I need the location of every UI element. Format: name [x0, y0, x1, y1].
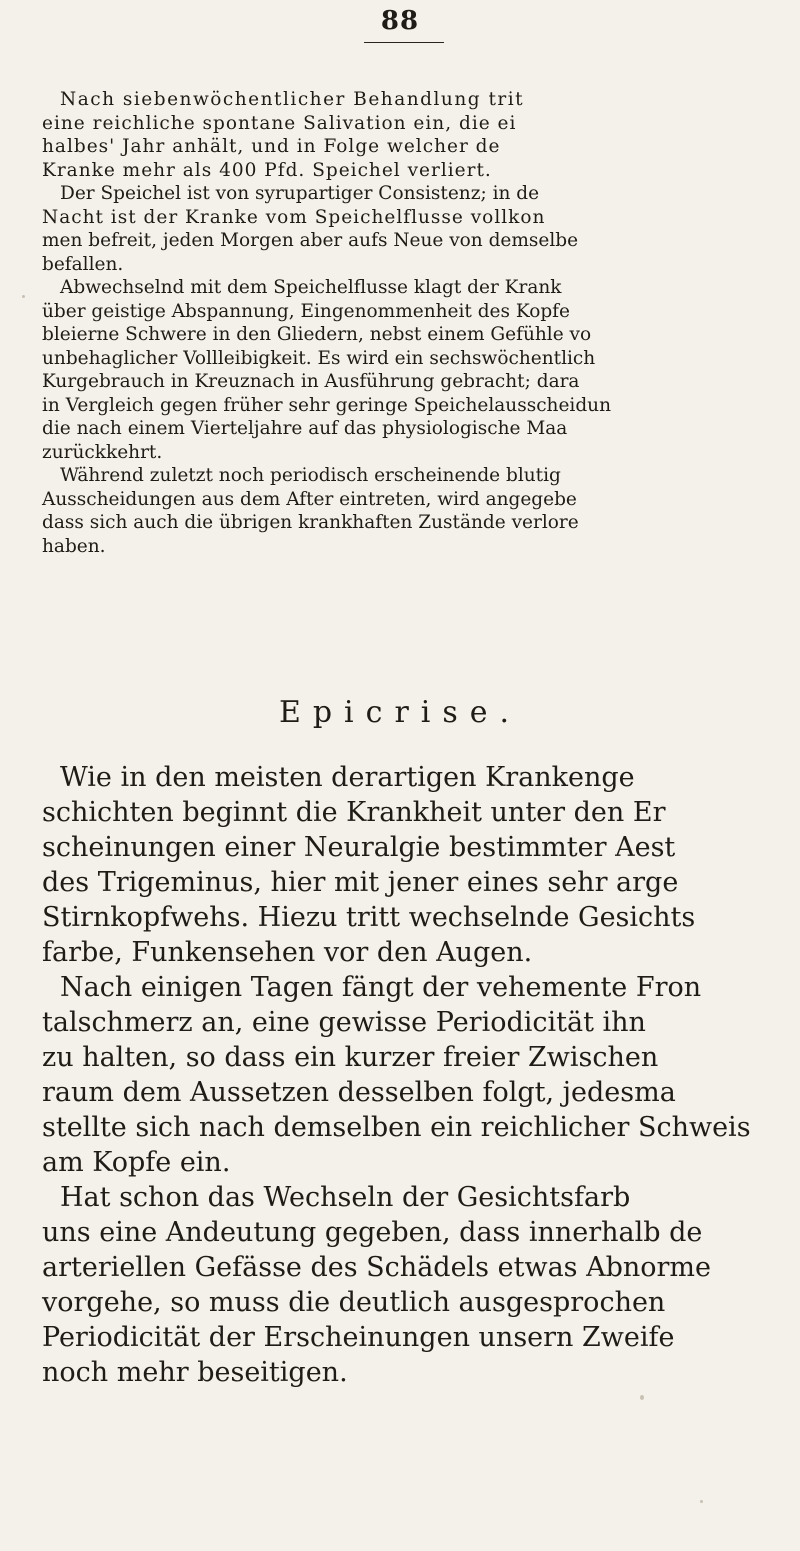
text-line: am Kopfe ein.: [42, 1147, 231, 1178]
text-line: die nach einem Vierteljahre auf das physiologische Maa: [42, 418, 568, 439]
text-line: Hat schon das Wechseln der Gesichtsfarb: [60, 1182, 631, 1213]
page-number: 88: [380, 6, 420, 36]
text-line: über geistige Abspannung, Eingenommenheit des Kopfe: [42, 300, 570, 322]
paper-speck: [640, 1395, 644, 1400]
text-line: Abwechselnd mit dem Speichelflusse klagt der Krank: [60, 277, 562, 298]
text-line: unbehaglicher Vollleibigkeit. Es wird ein sechswöchentlich: [42, 347, 596, 369]
text-line: des Trigeminus, hier mit jener eines sehr arge: [42, 867, 679, 898]
case-report-text: [42, 88, 782, 558]
text-line: dass sich auch die übrigen krankhaften Zustände verlore: [42, 512, 579, 533]
section-heading-epicrise: Epicrise.: [278, 695, 522, 730]
text-line: Nacht ist der Kranke vom Speichelflusse vollkon: [42, 206, 546, 228]
text-line: zu halten, so dass ein kurzer freier Zwischen: [42, 1042, 659, 1073]
text-line: men befreit, jeden Morgen aber aufs Neue von demselbe: [42, 230, 579, 251]
paper-speck: [700, 1500, 703, 1503]
text-line: befallen.: [42, 253, 124, 275]
text-line: Stirnkopfwehs. Hiezu tritt wechselnde Gesichts: [42, 902, 696, 933]
paragraph-periodicity: [42, 970, 800, 1180]
paragraph-treatment-result: [42, 88, 782, 182]
text-line: in Vergleich gegen früher sehr geringe Speichelausscheidun: [42, 394, 612, 416]
text-line: scheinungen einer Neuralgie bestimmter Aest: [42, 832, 676, 863]
text-line: Periodicität der Erscheinungen unsern Zweife: [42, 1322, 675, 1353]
text-line: Ausscheidungen aus dem After eintreten, wird angegebe: [42, 488, 577, 510]
text-line: eine reichliche spontane Salivation ein, die ei: [42, 112, 517, 134]
paper-speck: [22, 295, 25, 298]
text-line: schichten beginnt die Krankheit unter den Er: [42, 797, 666, 828]
epicrise-text: [42, 760, 800, 1390]
text-line: uns eine Andeutung gegeben, dass innerhalb de: [42, 1217, 703, 1248]
text-line: haben.: [42, 535, 106, 557]
text-line: vorgehe, so muss die deutlich ausgesprochen: [42, 1287, 666, 1318]
text-line: halbes' Jahr anhält, und in Folge welcher de: [42, 136, 501, 157]
text-line: Nach einigen Tagen fängt der vehemente Fron: [60, 972, 702, 1003]
text-line: talschmerz an, eine gewisse Periodicität ihn: [42, 1007, 646, 1038]
paragraph-final-state: [42, 464, 782, 558]
text-line: Während zuletzt noch periodisch erscheinende blutig: [60, 465, 561, 486]
text-line: farbe, Funkensehen vor den Augen.: [42, 937, 533, 968]
text-line: Nach siebenwöchentlicher Behandlung trit: [60, 89, 525, 110]
text-line: Kurgebrauch in Kreuznach in Ausführung gebracht; dara: [42, 371, 580, 392]
text-line: raum dem Aussetzen desselben folgt, jedesma: [42, 1077, 676, 1108]
paragraph-saliva-consistency: [42, 182, 782, 276]
paragraph-symptoms-kreuznach: [42, 276, 782, 464]
paragraph-conclusion: [42, 1180, 800, 1390]
text-line: stellte sich nach demselben ein reichlicher Schweis: [42, 1112, 751, 1143]
page-number-rule: [364, 42, 444, 43]
text-line: Kranke mehr als 400 Pfd. Speichel verliert.: [42, 159, 492, 181]
text-line: Der Speichel ist von syrupartiger Consistenz; in de: [60, 183, 540, 204]
paragraph-onset: [42, 760, 800, 970]
text-line: zurückkehrt.: [42, 441, 163, 463]
text-line: Wie in den meisten derartigen Krankenge: [60, 762, 635, 793]
text-line: bleierne Schwere in den Gliedern, nebst einem Gefühle vo: [42, 324, 592, 345]
text-line: arteriellen Gefässe des Schädels etwas Abnorme: [42, 1252, 712, 1283]
text-line: noch mehr beseitigen.: [42, 1357, 348, 1388]
